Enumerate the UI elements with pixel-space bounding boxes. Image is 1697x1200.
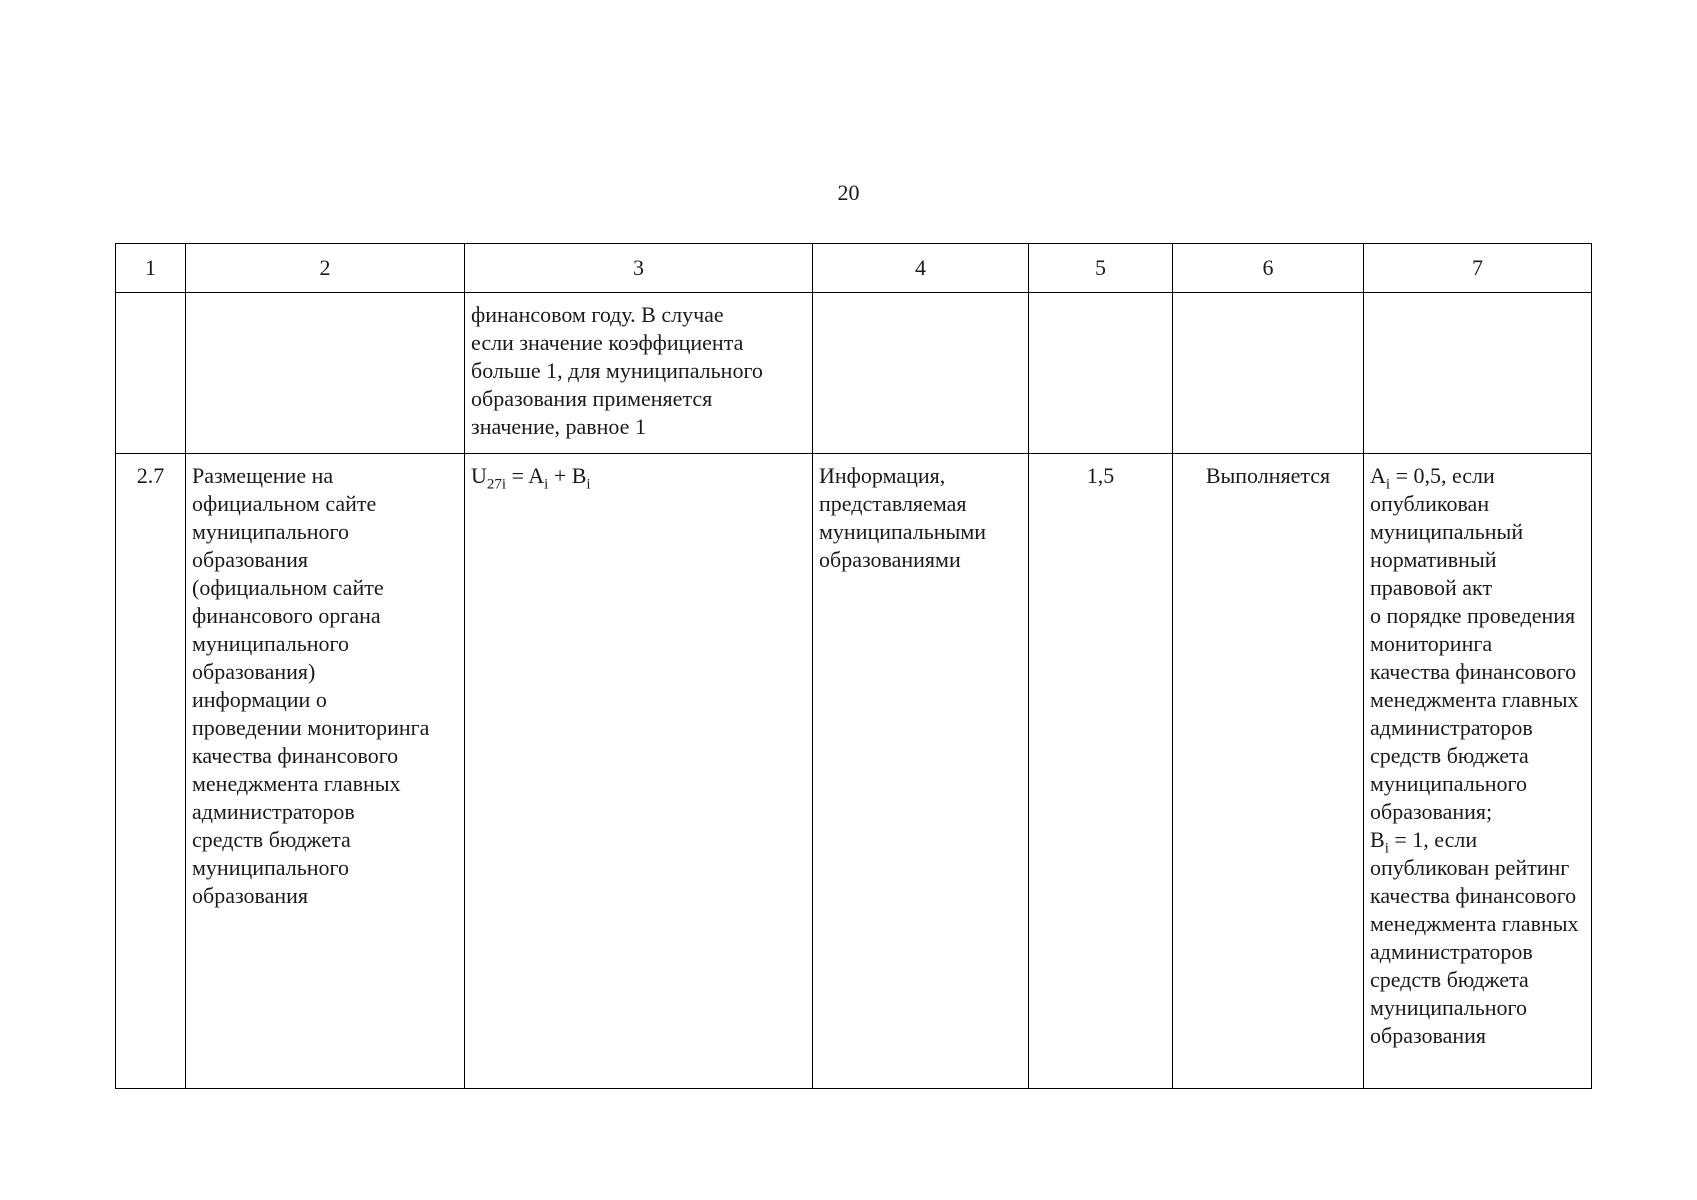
cell-empty (186, 293, 465, 454)
header-col-7: 7 (1364, 244, 1592, 293)
criteria-a-letter: A (1370, 463, 1386, 488)
cell-criteria (1364, 454, 1592, 1089)
formula-u-subscript: 27i (486, 476, 507, 493)
indicator-table (115, 243, 1592, 1089)
cell-empty (813, 293, 1029, 454)
formula-plus-b: + B (548, 463, 587, 488)
cell-continuation-text: финансовом году. В случае если значение коэффициента больше 1, для муниципального образования применяется значение, равное 1 (465, 293, 813, 454)
formula-eq-a: = A (506, 463, 545, 488)
header-col-4: 4 (813, 244, 1029, 293)
cell-formula (465, 454, 813, 1089)
table-row-2-7 (116, 454, 1592, 1089)
criteria-b-subscript: i (1384, 840, 1389, 857)
criteria-a-subscript: i (1385, 476, 1391, 493)
cell-empty (1364, 293, 1592, 454)
criteria-a-text: = 0,5, если опубликован муниципальный нормативный правовой акт о порядке проведения мониторинга качества финансового менеджмента главных администраторов средств бюджета муниципального образования; (1370, 463, 1579, 824)
page-number: 20 (837, 180, 860, 205)
cell-weight: 1,5 (1029, 454, 1173, 1089)
formula-a-subscript: i (544, 476, 549, 493)
formula-u: U (471, 463, 487, 488)
formula-b-subscript: i (586, 476, 591, 493)
cell-row-number: 2.7 (116, 454, 186, 1089)
header-col-1: 1 (116, 244, 186, 293)
cell-indicator-name: Размещение на официальном сайте муниципального образования (официальном сайте финансового органа муниципального образования) информации о проведении мониторинга качества финансового менеджмента главных администраторов средств бюджета муниципального образования (186, 454, 465, 1089)
cell-empty (1173, 293, 1364, 454)
header-col-2: 2 (186, 244, 465, 293)
cell-status: Выполняется (1173, 454, 1364, 1089)
header-col-3: 3 (465, 244, 813, 293)
cell-data-source: Информация, представляемая муниципальными образованиями (813, 454, 1029, 1089)
criteria-b-letter: B (1370, 827, 1385, 852)
table-row-continuation (116, 293, 1592, 454)
criteria-b-text: = 1, если опубликован рейтинг качества финансового менеджмента главных администраторов средств бюджета муниципального образования (1370, 827, 1579, 1048)
cell-empty (1029, 293, 1173, 454)
table-header-row (116, 244, 1592, 293)
header-col-6: 6 (1173, 244, 1364, 293)
cell-empty (116, 293, 186, 454)
header-col-5: 5 (1029, 244, 1173, 293)
